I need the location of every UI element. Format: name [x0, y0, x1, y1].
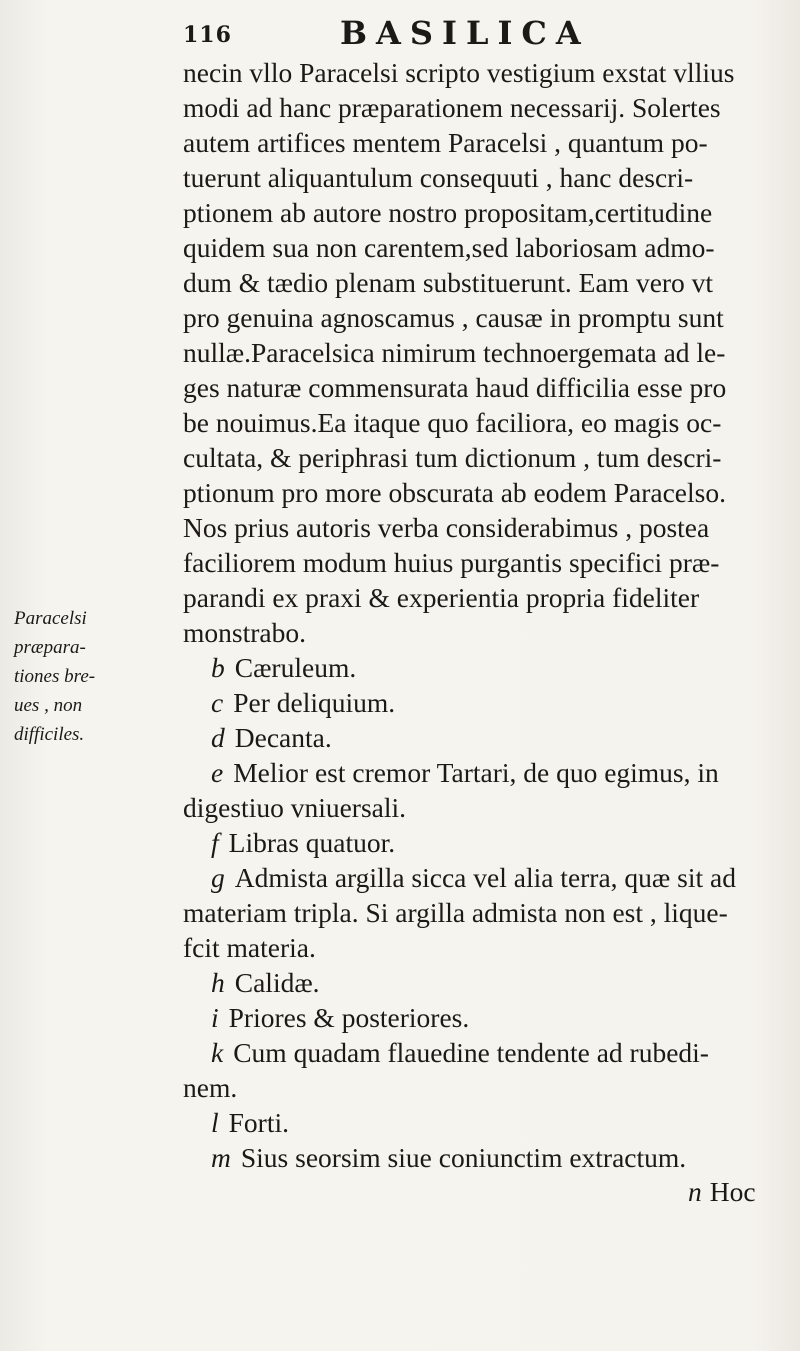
paragraph-line: necin vllo Paracelsi scripto vestigium exstat vllius	[183, 57, 735, 88]
note-i	[211, 1001, 469, 1035]
note-f	[211, 826, 395, 860]
note-key: l	[211, 1107, 219, 1138]
note-h	[211, 966, 320, 1000]
note-text: Admista argilla sicca vel alia terra, quæ sit ad	[234, 862, 736, 893]
running-head: BASILICA	[340, 14, 590, 52]
note-k-cont	[183, 1071, 237, 1105]
note-b	[211, 651, 356, 685]
catchword	[688, 1176, 756, 1208]
note-text: Libras quatuor.	[228, 827, 396, 858]
note-text: Calidæ.	[234, 967, 320, 998]
note-text: Cum quadam flauedine tendente ad rubedi-	[233, 1037, 709, 1068]
paragraph-line: dum & tædio plenam substituerunt. Eam vero vt	[183, 267, 714, 298]
margin-note-line: tiones bre-	[14, 666, 96, 687]
page-header	[0, 14, 800, 54]
note-k	[211, 1036, 709, 1070]
note-text: materiam tripla. Si argilla admista non est , lique-	[183, 897, 728, 928]
note-text: Decanta.	[234, 722, 332, 753]
paragraph-line: cultata, & periphrasi tum dictionum , tum descri-	[183, 442, 722, 473]
page-number: 116	[183, 22, 232, 48]
paragraph-line: be nouimus.Ea itaque quo faciliora, eo magis oc-	[183, 407, 722, 438]
note-e	[211, 756, 719, 790]
note-key: f	[211, 827, 219, 858]
note-m	[211, 1141, 686, 1175]
note-g	[211, 861, 736, 895]
note-e-cont	[183, 791, 406, 825]
note-key: k	[211, 1037, 224, 1068]
note-text: Cæruleum.	[234, 652, 357, 683]
paragraph-line: autem artifices mentem Paracelsi , quantum po-	[183, 127, 708, 158]
paragraph-line: pro genuina agnoscamus , causæ in promptu sunt	[183, 302, 724, 333]
note-text: digestiuo vniuersali.	[183, 792, 407, 823]
note-text: fcit materia.	[183, 932, 316, 963]
note-text: Per deliquium.	[233, 687, 396, 718]
note-text: nem.	[183, 1072, 238, 1103]
margin-note-line: difficiles.	[14, 724, 85, 745]
margin-note-line: Paracelsi	[14, 608, 87, 629]
catchword-text: Hoc	[709, 1176, 756, 1207]
note-key: b	[211, 652, 225, 683]
note-key: h	[211, 967, 225, 998]
note-key: m	[211, 1142, 231, 1173]
paragraph-line: ges naturæ commensurata haud difficilia esse pro	[183, 372, 727, 403]
paragraph-line: faciliorem modum huius purgantis specifici præ-	[183, 547, 720, 578]
note-g-cont	[183, 931, 316, 965]
margin-note-line: præpara-	[14, 637, 86, 658]
note-d	[211, 721, 332, 755]
note-text: Forti.	[228, 1107, 289, 1138]
paragraph-line: ptionem ab autore nostro propositam,certitudine	[183, 197, 713, 228]
note-text: Melior est cremor Tartari, de quo egimus, in	[233, 757, 719, 788]
catchword-key: n	[688, 1176, 702, 1207]
note-key: d	[211, 722, 225, 753]
note-text: Priores & posteriores.	[228, 1002, 470, 1033]
note-l	[211, 1106, 289, 1140]
paragraph-line: tuerunt aliquantulum consequuti , hanc descri-	[183, 162, 694, 193]
note-key: e	[211, 757, 224, 788]
note-g-cont	[183, 896, 728, 930]
margin-note	[14, 604, 126, 749]
paragraph-line: monstrabo.	[183, 617, 306, 648]
note-key: g	[211, 862, 225, 893]
note-key: c	[211, 687, 224, 718]
note-key: i	[211, 1002, 219, 1033]
paragraph-line: nullæ.Paracelsica nimirum technoergemata ad le-	[183, 337, 726, 368]
paragraph-line: parandi ex praxi & experientia propria fideliter	[183, 582, 700, 613]
paragraph-line: quidem sua non carentem,sed laboriosam admo-	[183, 232, 715, 263]
paragraph-line: ptionum pro more obscurata ab eodem Paracelso.	[183, 477, 726, 508]
margin-note-line: ues , non	[14, 695, 83, 716]
paragraph-line: Nos prius autoris verba considerabimus , postea	[183, 512, 710, 543]
note-text: Sius seorsim siue coniunctim extractum.	[240, 1142, 687, 1173]
note-c	[211, 686, 395, 720]
paragraph-line: modi ad hanc præparationem necessarij. Solertes	[183, 92, 721, 123]
